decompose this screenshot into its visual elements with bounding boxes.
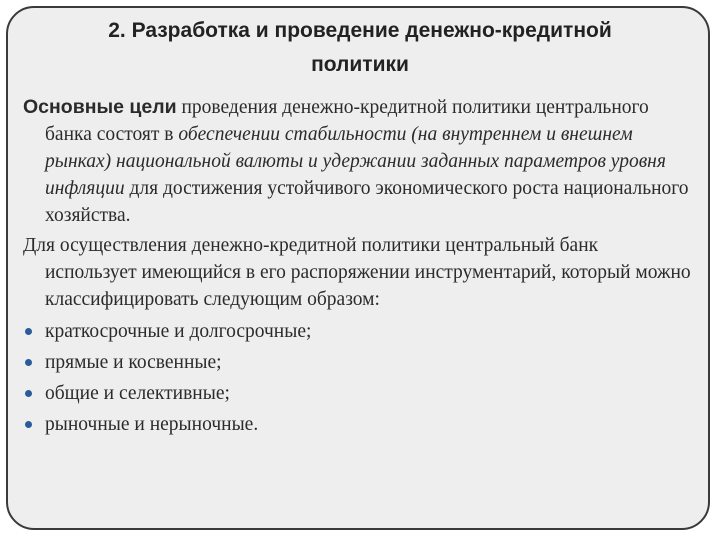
list-item	[23, 347, 693, 378]
list-item	[23, 316, 693, 347]
list-item	[23, 378, 693, 409]
title-line-2: политики	[311, 53, 409, 76]
bullet-icon	[25, 328, 32, 335]
bullet-icon	[25, 390, 32, 397]
goals-italic: обеспечении стабильности (на внутреннем и внешнем рынках) национальной валюты и удержании заданных параметров уровня инфляции	[45, 124, 666, 199]
goals-text-b: для достижения устойчивого экономического роста национального хозяйства.	[45, 178, 689, 226]
goals-lead: Основные цели	[23, 96, 177, 118]
list-item-label: прямые и косвенные;	[45, 352, 222, 373]
list-item-label: рыночные и нерыночные.	[45, 414, 259, 435]
list-item-label: общие и селективные;	[45, 383, 230, 404]
goals-text-a: проведения денежно-кредитной политики центрального банка состоят в	[45, 97, 649, 145]
bullet-icon	[25, 359, 32, 366]
instruments-list	[23, 316, 693, 440]
instruments-paragraph: Для осуществления денежно-кредитной политики центральный банк использует имеющийся в его распоряжении инструментарий, который можно классифицировать следующим образом:	[23, 235, 691, 310]
list-item-label: краткосрочные и долгосрочные;	[45, 321, 312, 342]
bullet-icon	[25, 421, 32, 428]
slide-title	[0, 14, 720, 82]
goals-paragraph	[23, 94, 693, 229]
list-item	[23, 409, 693, 440]
title-line-1: 2. Разработка и проведение денежно-кредитной	[108, 19, 612, 42]
slide-content	[23, 94, 693, 440]
